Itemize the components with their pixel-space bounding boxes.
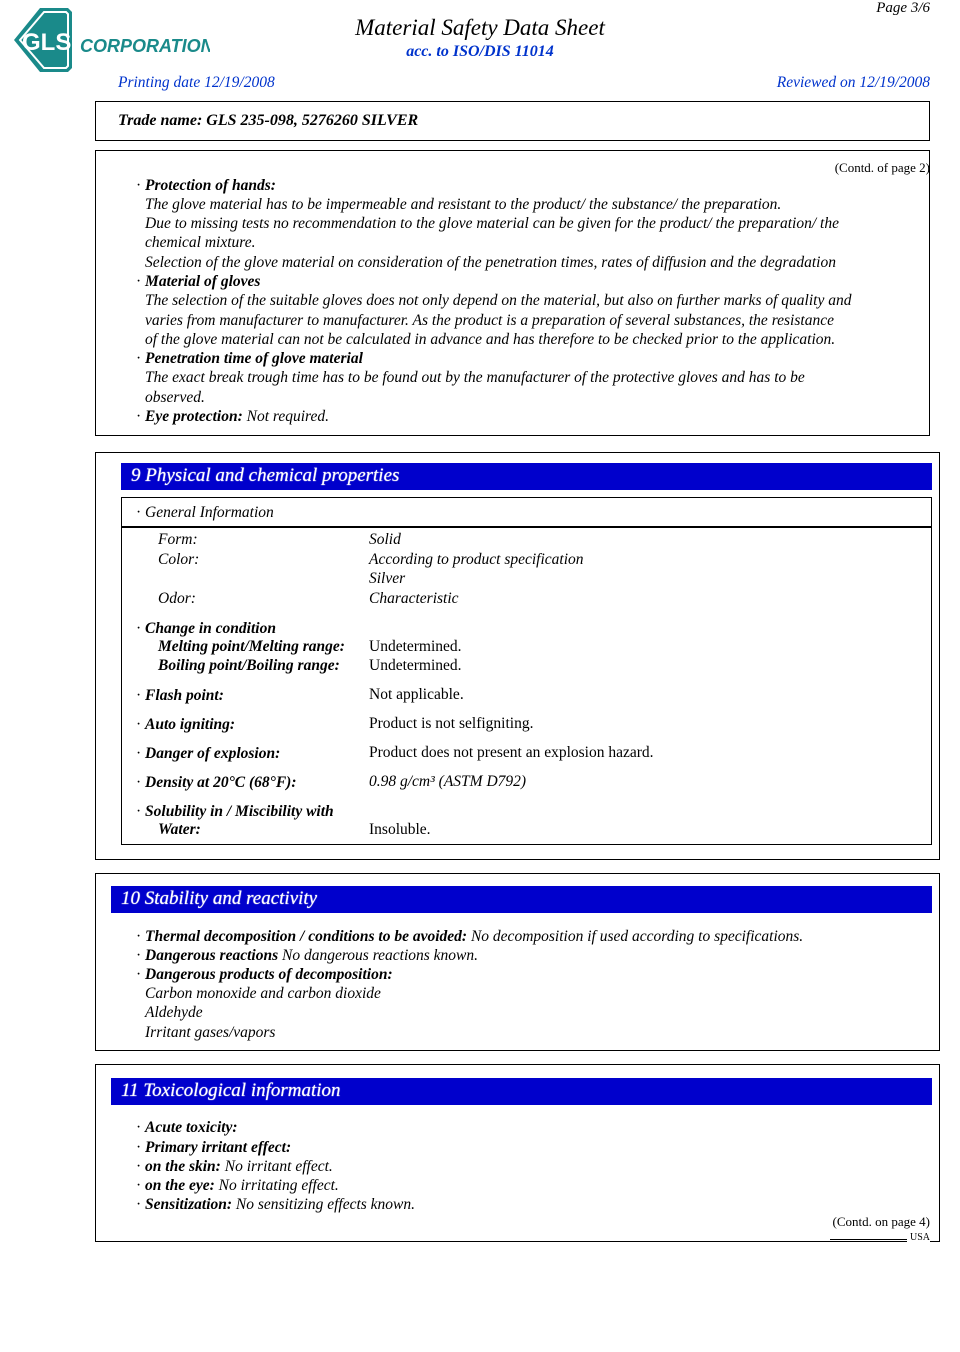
section10-heading: 10 Stability and reactivity [111, 886, 932, 913]
document-title: Material Safety Data Sheet [355, 15, 605, 40]
dangerous-reactions: · Dangerous reactions No dangerous reactions known. [136, 947, 479, 964]
solubility-label: · Solubility in / Miscibility with [136, 803, 334, 820]
country-label: USA [907, 1232, 930, 1243]
melting-label: Melting point/Melting range: [158, 638, 345, 655]
logo-abbr: GLS [22, 29, 72, 56]
sensitization: · Sensitization: No sensitizing effects known. [136, 1196, 416, 1213]
logo-word: CORPORATION [80, 36, 210, 56]
density-value: 0.98 g/cm³ (ASTM D792) [369, 773, 527, 790]
printing-date: Printing date 12/19/2008 [118, 74, 275, 91]
flash-point-value: Not applicable. [369, 686, 464, 703]
document-subtitle: acc. to ISO/DIS 11014 [406, 43, 554, 60]
odor-value: Characteristic [369, 590, 459, 607]
section9-heading: 9 Physical and chemical properties [121, 463, 932, 490]
thermal-decomposition: · Thermal decomposition / conditions to be avoided: No decomposition if used according to specifications. [136, 928, 804, 945]
boiling-value: Undetermined. [369, 657, 462, 674]
continued-from-note: (Contd. of page 2) [834, 160, 930, 175]
trade-name: Trade name: GLS 235-098, 5276260 SILVER [118, 112, 419, 129]
eye-protection: · Eye protection: Not required. [136, 408, 330, 425]
odor-label: Odor: [158, 590, 196, 607]
reviewed-date: Reviewed on 12/19/2008 [776, 74, 930, 91]
section11-heading: 11 Toxicological information [111, 1078, 932, 1105]
color-label: Color: [158, 551, 200, 568]
color-value-1: According to product specification [369, 551, 584, 568]
material-line-3: of the glove material can not be calculated in advance and has therefore to be checked prior to the application. [145, 331, 836, 348]
material-heading: · Material of gloves [136, 273, 261, 290]
form-label: Form: [158, 531, 198, 548]
penetration-line-2: observed. [145, 389, 205, 406]
danger-explosion-label: · Danger of explosion: [136, 745, 281, 762]
on-the-skin: · on the skin: No irritant effect. [136, 1158, 333, 1175]
product-item: Carbon monoxide and carbon dioxide [145, 985, 381, 1002]
general-info: · General Information [136, 504, 274, 521]
dangerous-products-label: · Dangerous products of decomposition: [136, 966, 393, 983]
danger-explosion-value: Product does not present an explosion hazard. [369, 744, 654, 761]
flash-point-label: · Flash point: [136, 687, 224, 704]
auto-igniting-value: Product is not selfigniting. [369, 715, 534, 732]
hands-line-1: The glove material has to be impermeable and resistant to the product/ the substance/ the preparation. [145, 196, 782, 213]
hands-line-2b: chemical mixture. [145, 234, 256, 251]
acute-toxicity: · Acute toxicity: [136, 1119, 238, 1136]
material-line-1: The selection of the suitable gloves does not only depend on the material, but also on further marks of quality and [145, 292, 852, 309]
on-the-eye: · on the eye: No irritating effect. [136, 1177, 339, 1194]
material-line-2: varies from manufacturer to manufacturer. As the product is a preparation of several substances, the resistance [145, 312, 834, 329]
footer-rule [830, 1239, 910, 1240]
auto-igniting-label: · Auto igniting: [136, 716, 236, 733]
hands-heading: · Protection of hands: [136, 177, 276, 194]
penetration-line-1: The exact break trough time has to be found out by the manufacturer of the protective gloves and has to be [145, 369, 805, 386]
boiling-label: Boiling point/Boiling range: [158, 657, 340, 674]
page-number: Page 3/6 [876, 0, 930, 16]
hands-line-2a: Due to missing tests no recommendation to the glove material can be given for the product/ the preparation/ the [145, 215, 839, 232]
density-label: · Density at 20°C (68°F): [136, 774, 297, 791]
melting-value: Undetermined. [369, 638, 462, 655]
change-in-condition: · Change in condition [136, 620, 276, 637]
penetration-heading: · Penetration time of glove material [136, 350, 363, 367]
product-item: Aldehyde [145, 1004, 203, 1021]
form-value: Solid [369, 531, 401, 548]
water-value: Insoluble. [369, 821, 431, 838]
color-value-2: Silver [369, 570, 406, 587]
water-label: Water: [158, 821, 201, 838]
hands-line-3: Selection of the glove material on consideration of the penetration times, rates of diffusion and the degradation [145, 254, 836, 271]
product-item: Irritant gases/vapors [145, 1024, 276, 1041]
primary-irritant: · Primary irritant effect: [136, 1139, 292, 1156]
continued-on-note: (Contd. on page 4) [832, 1214, 930, 1229]
